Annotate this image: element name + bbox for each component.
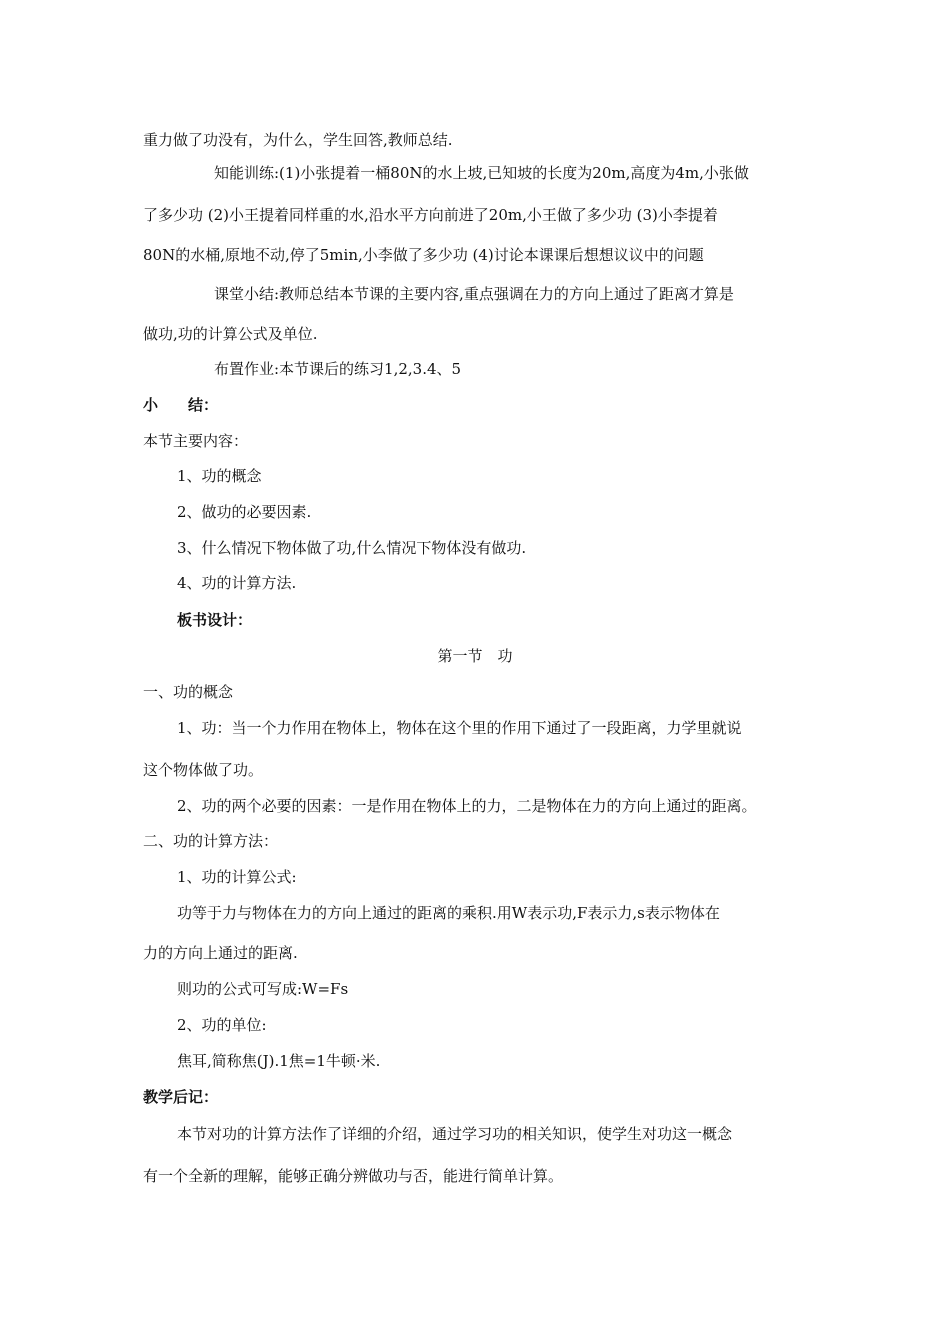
board-title: 第一节 功: [437, 647, 513, 665]
list-item: 3、什么情况下物体做了功,什么情况下物体没有做功.: [177, 539, 527, 557]
text-line: 功等于力与物体在力的方向上通过的距离的乘积.用W表示功,F表示力,s表示物体在: [177, 904, 720, 922]
text-line: 1、功的计算公式:: [177, 868, 297, 886]
list-item: 1、功的概念: [177, 467, 262, 485]
section-heading-reflection: 教学后记：: [143, 1088, 219, 1106]
section-heading-summary: 小 结：: [143, 396, 219, 414]
text-line: 重力做了功没有，为什么，学生回答,教师总结.: [143, 131, 453, 149]
formula-line: 则功的公式可写成:W=Fs: [177, 980, 349, 998]
text-line: 2、功的单位:: [177, 1016, 267, 1034]
text-line: 做功,功的计算公式及单位.: [143, 325, 318, 343]
text-line: 本节主要内容：: [143, 432, 249, 450]
exercise-line: 知能训练:(1)小张提着一桶80N的水上坡,已知坡的长度为20m,高度为4m,小张做: [214, 164, 749, 182]
text-line: 有一个全新的理解，能够正确分辨做功与否，能进行简单计算。: [143, 1167, 564, 1185]
outline-heading: 一、功的概念: [143, 683, 234, 701]
text-line: 了多少功 (2)小王提着同样重的水,沿水平方向前进了20m,小王做了多少功 (3)小李提着: [143, 206, 718, 224]
summary-line: 课堂小结:教师总结本节课的主要内容,重点强调在力的方向上通过了距离才算是: [214, 285, 734, 303]
text-line: 这个物体做了功。: [143, 761, 264, 779]
outline-heading: 二、功的计算方法：: [143, 832, 279, 850]
text-line: 焦耳,简称焦(J).1焦=1牛顿·米.: [177, 1052, 381, 1070]
list-item: 4、功的计算方法.: [177, 574, 297, 592]
section-heading-board-design: 板书设计：: [177, 611, 253, 629]
text-line: 本节对功的计算方法作了详细的介绍，通过学习功的相关知识，使学生对功这一概念: [177, 1125, 733, 1143]
text-line: 2、功的两个必要的因素：一是作用在物体上的力，二是物体在力的方向上通过的距离。: [177, 797, 757, 815]
text-line: 力的方向上通过的距离.: [143, 944, 298, 962]
homework-line: 布置作业:本节课后的练习1,2,3.4、5: [214, 360, 462, 378]
text-line: 80N的水桶,原地不动,停了5min,小李做了多少功 (4)讨论本课课后想想议议中的问题: [143, 246, 704, 264]
text-line: 1、功：当一个力作用在物体上，物体在这个里的作用下通过了一段距离，力学里就说: [177, 719, 742, 737]
list-item: 2、做功的必要因素.: [177, 503, 312, 521]
